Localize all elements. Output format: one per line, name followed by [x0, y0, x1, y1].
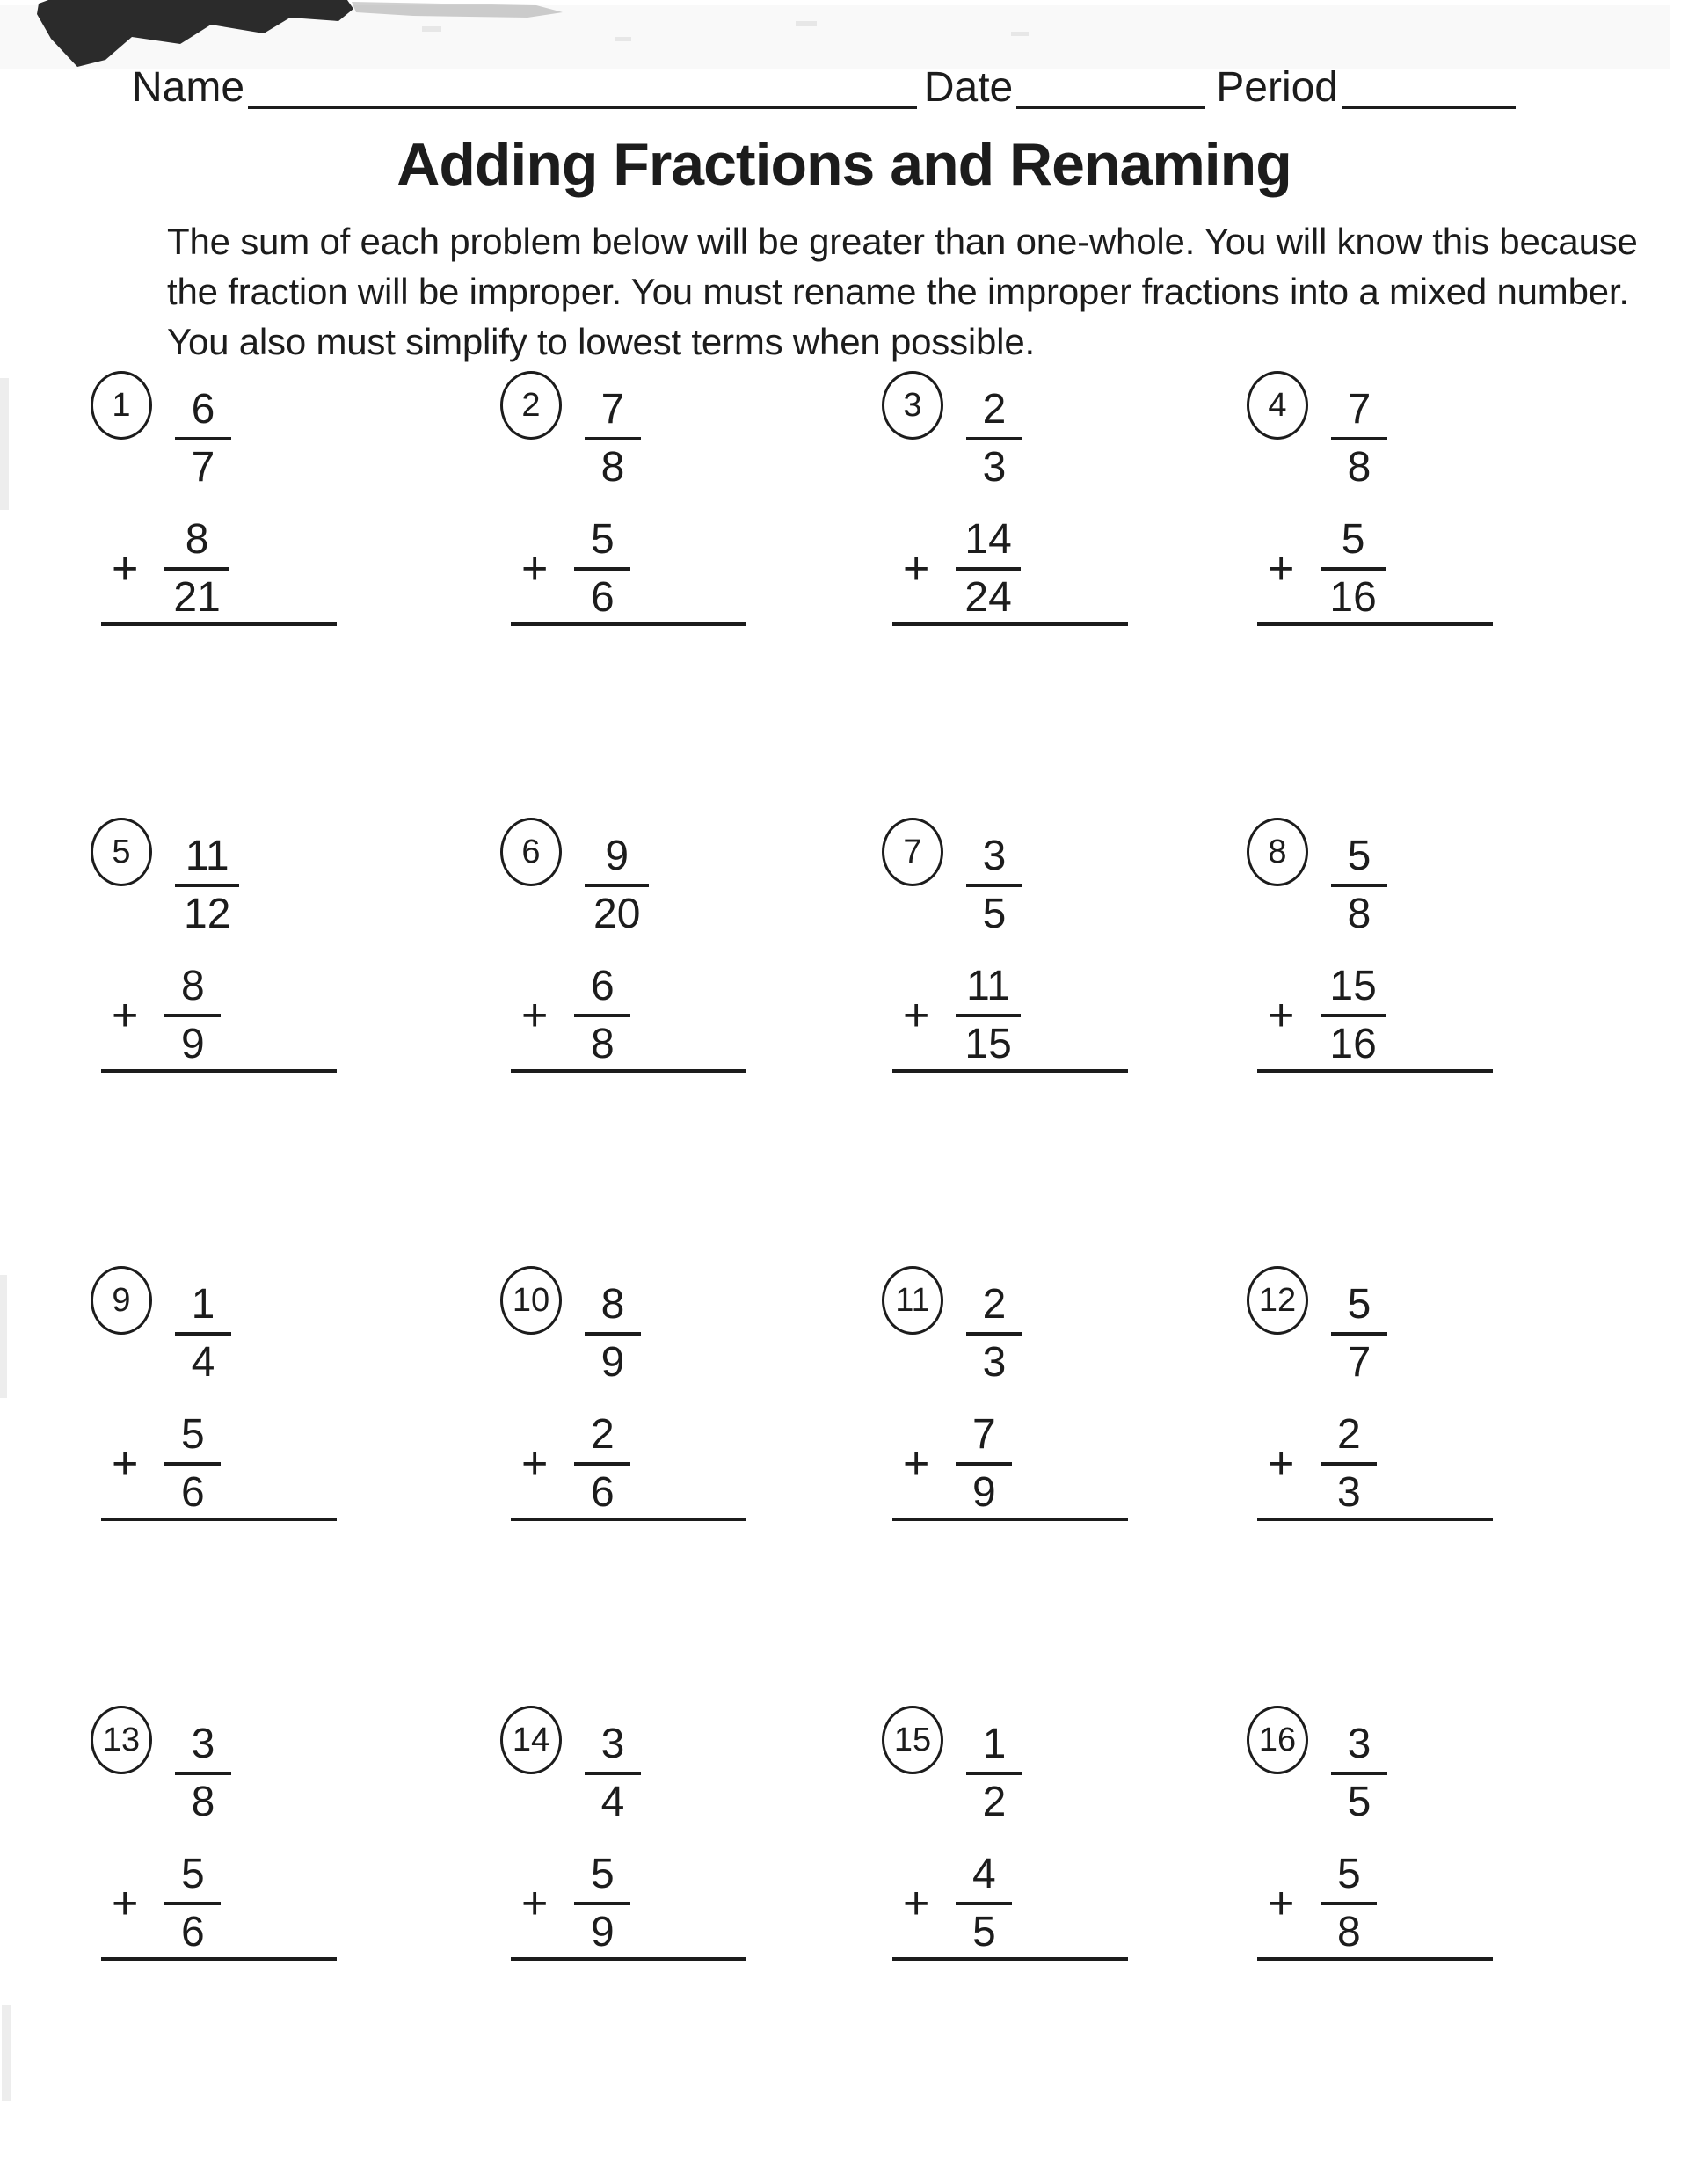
problem-number-circle — [500, 818, 562, 886]
problem-number-circle — [1247, 818, 1308, 886]
problem-number: 9 — [112, 1281, 131, 1319]
fraction-bar — [966, 884, 1022, 887]
addition-row — [112, 1411, 221, 1516]
first-fraction-denominator: 8 — [1347, 891, 1372, 937]
answer-line — [511, 1518, 746, 1521]
answer-line — [892, 1518, 1128, 1521]
answer-line — [101, 622, 337, 626]
first-fraction-numerator: 2 — [982, 1281, 1007, 1328]
first-fraction-denominator: 3 — [982, 444, 1007, 491]
second-fraction-denominator: 8 — [1337, 1909, 1361, 1955]
problem-number-circle — [1247, 1266, 1308, 1335]
first-fraction-denominator: 5 — [982, 891, 1007, 937]
second-fraction — [956, 516, 1020, 621]
addition-row — [112, 965, 221, 1066]
problem-number: 4 — [1268, 386, 1287, 424]
second-fraction-denominator: 6 — [181, 1909, 205, 1955]
plus-sign: + — [1268, 1438, 1295, 1489]
second-fraction-numerator: 6 — [591, 963, 615, 1009]
second-fraction-denominator: 9 — [591, 1909, 615, 1955]
second-fraction-denominator: 21 — [173, 574, 221, 621]
fraction-bar — [956, 1902, 1012, 1905]
first-fraction-numerator: 2 — [982, 386, 1007, 433]
first-fraction-numerator: 3 — [1347, 1721, 1372, 1767]
instructions-line-2: the fraction will be improper. You must rename the improper fractions into a mixed number. — [167, 271, 1629, 312]
first-fraction-numerator: 3 — [982, 833, 1007, 879]
second-fraction-numerator: 5 — [181, 1411, 205, 1458]
plus-sign: + — [1268, 990, 1295, 1041]
fraction-bar — [574, 1462, 630, 1466]
fraction-bar — [966, 1332, 1022, 1336]
plus-sign: + — [903, 1878, 930, 1929]
first-fraction-numerator: 8 — [600, 1281, 625, 1328]
problem-number: 14 — [512, 1721, 550, 1758]
answer-line — [511, 1957, 746, 1961]
fraction-bar — [164, 1014, 221, 1017]
second-fraction-numerator: 15 — [1329, 963, 1377, 1009]
first-fraction — [1331, 386, 1387, 491]
problem-number-circle — [882, 1706, 943, 1774]
problem-number: 3 — [903, 386, 922, 424]
first-fraction-denominator: 12 — [184, 891, 231, 937]
problem-number-circle — [500, 1266, 562, 1335]
first-fraction — [1331, 835, 1387, 935]
problem — [91, 1266, 500, 1706]
second-fraction-numerator: 4 — [972, 1851, 996, 1897]
plus-sign: + — [521, 1878, 549, 1929]
second-fraction-denominator: 8 — [591, 1021, 615, 1067]
addition-row — [521, 516, 630, 621]
plus-sign: + — [112, 1438, 139, 1489]
plus-sign: + — [521, 543, 549, 594]
second-fraction-denominator: 6 — [591, 574, 615, 621]
second-fraction-numerator: 2 — [1337, 1411, 1361, 1458]
answer-line — [1257, 1957, 1493, 1961]
problem-number: 7 — [903, 833, 922, 870]
date-label: Date — [923, 64, 1014, 111]
fraction-bar — [1331, 437, 1387, 440]
first-fraction-numerator: 1 — [191, 1281, 215, 1328]
header — [132, 64, 1516, 111]
problem-number: 12 — [1258, 1281, 1297, 1319]
first-fraction — [966, 1723, 1022, 1824]
second-fraction-numerator: 14 — [964, 516, 1012, 563]
fraction-bar — [164, 567, 229, 571]
second-fraction-denominator: 16 — [1329, 574, 1377, 621]
first-fraction-numerator: 9 — [605, 833, 629, 879]
fraction-bar — [585, 437, 641, 440]
first-fraction-numerator: 7 — [1347, 386, 1372, 433]
fraction-bar — [175, 1332, 231, 1336]
fraction-bar — [956, 567, 1020, 571]
problem — [500, 371, 882, 818]
instructions-line-3: You also must simplify to lowest terms when possible. — [167, 321, 1035, 362]
first-fraction-numerator: 3 — [191, 1721, 215, 1767]
plus-sign: + — [1268, 1878, 1295, 1929]
first-fraction — [585, 1723, 641, 1824]
problem — [882, 1706, 1247, 2128]
first-fraction-denominator: 4 — [600, 1779, 625, 1825]
problem-number: 16 — [1258, 1721, 1297, 1758]
answer-line — [101, 1069, 337, 1073]
problem — [1247, 1706, 1660, 2128]
fraction-bar — [175, 1772, 231, 1775]
first-fraction — [585, 1281, 641, 1386]
problem-number-circle — [1247, 1706, 1308, 1774]
first-fraction-denominator: 2 — [982, 1779, 1007, 1825]
problem — [91, 1706, 500, 2128]
first-fraction — [175, 1281, 231, 1386]
problem-number: 13 — [102, 1721, 141, 1758]
addition-row — [903, 516, 1021, 621]
second-fraction-numerator: 5 — [181, 1851, 205, 1897]
addition-row — [112, 516, 229, 621]
name-label: Name — [132, 64, 245, 111]
addition-row — [521, 1853, 630, 1954]
problem-number-circle — [91, 1706, 152, 1774]
page-title: Adding Fractions and Renaming — [397, 131, 1291, 198]
problem — [882, 371, 1247, 818]
second-fraction-numerator: 7 — [972, 1411, 996, 1458]
second-fraction-numerator: 2 — [591, 1411, 615, 1458]
second-fraction — [574, 965, 630, 1066]
addition-row — [1268, 516, 1386, 621]
second-fraction-denominator: 3 — [1337, 1469, 1361, 1516]
first-fraction-numerator: 11 — [185, 833, 229, 879]
plus-sign: + — [903, 1438, 930, 1489]
second-fraction-denominator: 15 — [964, 1021, 1012, 1067]
first-fraction — [966, 386, 1022, 491]
fraction-bar — [966, 437, 1022, 440]
first-fraction-denominator: 20 — [593, 891, 641, 937]
answer-line — [892, 1069, 1128, 1073]
problem-number-circle — [882, 371, 943, 440]
first-fraction-numerator: 6 — [191, 386, 215, 433]
second-fraction — [164, 1853, 221, 1954]
problem — [882, 818, 1247, 1266]
first-fraction-denominator: 4 — [191, 1339, 215, 1386]
addition-row — [1268, 1853, 1377, 1954]
first-fraction-numerator: 7 — [600, 386, 625, 433]
second-fraction — [1321, 1411, 1377, 1516]
first-fraction-denominator: 7 — [191, 444, 215, 491]
fraction-bar — [966, 1772, 1022, 1775]
plus-sign: + — [1268, 543, 1295, 594]
fraction-bar — [956, 1462, 1012, 1466]
problem-number-circle — [1247, 371, 1308, 440]
addition-row — [112, 1853, 221, 1954]
fraction-bar — [574, 567, 630, 571]
fraction-bar — [1321, 1462, 1377, 1466]
problem — [882, 1266, 1247, 1706]
first-fraction — [585, 386, 641, 491]
second-fraction-denominator: 5 — [972, 1909, 996, 1955]
first-fraction-denominator: 8 — [1347, 444, 1372, 491]
second-fraction — [574, 516, 630, 621]
second-fraction-denominator: 16 — [1329, 1021, 1377, 1067]
problem-number: 15 — [893, 1721, 932, 1758]
problem — [91, 818, 500, 1266]
second-fraction — [164, 516, 229, 621]
second-fraction — [956, 965, 1020, 1066]
addition-row — [1268, 965, 1386, 1066]
first-fraction — [585, 835, 649, 935]
fraction-bar — [585, 884, 649, 887]
first-fraction — [966, 1281, 1022, 1386]
plus-sign: + — [521, 1438, 549, 1489]
fraction-bar — [956, 1014, 1020, 1017]
problem-number: 6 — [521, 833, 541, 870]
second-fraction — [1321, 516, 1385, 621]
problems-grid — [91, 371, 1660, 2128]
fraction-bar — [1331, 884, 1387, 887]
first-fraction-numerator: 3 — [600, 1721, 625, 1767]
addition-row — [903, 965, 1021, 1066]
answer-line — [101, 1957, 337, 1961]
problem-number: 11 — [895, 1281, 930, 1319]
addition-row — [1268, 1411, 1377, 1516]
addition-row — [521, 965, 630, 1066]
second-fraction — [574, 1411, 630, 1516]
addition-row — [521, 1411, 630, 1516]
second-fraction-denominator: 24 — [964, 574, 1012, 621]
problem-number-circle — [91, 371, 152, 440]
second-fraction — [956, 1853, 1012, 1954]
first-fraction-denominator: 8 — [191, 1779, 215, 1825]
problem-number-circle — [91, 1266, 152, 1335]
answer-line — [1257, 622, 1493, 626]
second-fraction-denominator: 9 — [972, 1469, 996, 1516]
plus-sign: + — [903, 990, 930, 1041]
fraction-bar — [175, 884, 239, 887]
first-fraction-numerator: 1 — [982, 1721, 1007, 1767]
first-fraction-denominator: 8 — [600, 444, 625, 491]
plus-sign: + — [903, 543, 930, 594]
fraction-bar — [585, 1332, 641, 1336]
first-fraction — [175, 386, 231, 491]
answer-line — [892, 1957, 1128, 1961]
fraction-bar — [175, 437, 231, 440]
first-fraction-numerator: 5 — [1347, 1281, 1372, 1328]
plus-sign: + — [112, 990, 139, 1041]
problem-number: 10 — [512, 1281, 550, 1319]
first-fraction — [175, 835, 239, 935]
problem-number-circle — [500, 1706, 562, 1774]
fraction-bar — [574, 1014, 630, 1017]
fraction-bar — [164, 1462, 221, 1466]
problem-number: 8 — [1268, 833, 1287, 870]
answer-line — [511, 622, 746, 626]
date-blank-line — [1016, 106, 1205, 109]
first-fraction-denominator: 5 — [1347, 1779, 1372, 1825]
problem-number: 5 — [112, 833, 131, 870]
second-fraction — [1321, 965, 1385, 1066]
second-fraction-numerator: 11 — [966, 963, 1010, 1009]
first-fraction-numerator: 5 — [1347, 833, 1372, 879]
addition-row — [903, 1853, 1012, 1954]
second-fraction-numerator: 5 — [1337, 1851, 1361, 1897]
problem-number: 2 — [521, 386, 541, 424]
first-fraction — [1331, 1723, 1387, 1824]
plus-sign: + — [112, 543, 139, 594]
fraction-bar — [1321, 1902, 1377, 1905]
first-fraction-denominator: 3 — [982, 1339, 1007, 1386]
problem — [500, 1266, 882, 1706]
problem — [500, 818, 882, 1266]
period-blank-line — [1342, 106, 1516, 109]
plus-sign: + — [112, 1878, 139, 1929]
answer-line — [892, 622, 1128, 626]
problem — [1247, 1266, 1660, 1706]
problem-number-circle — [91, 818, 152, 886]
answer-line — [101, 1518, 337, 1521]
first-fraction-denominator: 9 — [600, 1339, 625, 1386]
fraction-bar — [585, 1772, 641, 1775]
fraction-bar — [1331, 1772, 1387, 1775]
problem-number-circle — [500, 371, 562, 440]
plus-sign: + — [521, 990, 549, 1041]
name-blank-line — [248, 106, 917, 109]
period-label: Period — [1216, 64, 1338, 111]
first-fraction — [966, 835, 1022, 935]
second-fraction — [956, 1411, 1012, 1516]
fraction-bar — [1321, 567, 1385, 571]
problem — [91, 371, 500, 818]
problem-number: 1 — [112, 386, 131, 424]
second-fraction-numerator: 8 — [185, 516, 209, 563]
second-fraction-denominator: 6 — [591, 1469, 615, 1516]
first-fraction — [1331, 1281, 1387, 1386]
fraction-bar — [574, 1902, 630, 1905]
second-fraction-denominator: 9 — [181, 1021, 205, 1067]
second-fraction-numerator: 5 — [591, 516, 615, 563]
fraction-bar — [164, 1902, 221, 1905]
second-fraction — [164, 965, 221, 1066]
second-fraction-numerator: 5 — [591, 1851, 615, 1897]
problem — [1247, 818, 1660, 1266]
answer-line — [1257, 1069, 1493, 1073]
second-fraction-numerator: 5 — [1341, 516, 1365, 563]
answer-line — [1257, 1518, 1493, 1521]
second-fraction — [574, 1853, 630, 1954]
problem — [1247, 371, 1660, 818]
addition-row — [903, 1411, 1012, 1516]
instructions — [167, 216, 1638, 367]
fraction-bar — [1331, 1332, 1387, 1336]
fraction-bar — [1321, 1014, 1385, 1017]
second-fraction — [1321, 1853, 1377, 1954]
first-fraction-denominator: 7 — [1347, 1339, 1372, 1386]
problem-number-circle — [882, 818, 943, 886]
problem — [500, 1706, 882, 2128]
second-fraction-denominator: 6 — [181, 1469, 205, 1516]
second-fraction — [164, 1411, 221, 1516]
instructions-line-1: The sum of each problem below will be greater than one-whole. You will know this because — [167, 221, 1638, 262]
second-fraction-numerator: 8 — [181, 963, 205, 1009]
problem-number-circle — [882, 1266, 943, 1335]
first-fraction — [175, 1723, 231, 1824]
answer-line — [511, 1069, 746, 1073]
